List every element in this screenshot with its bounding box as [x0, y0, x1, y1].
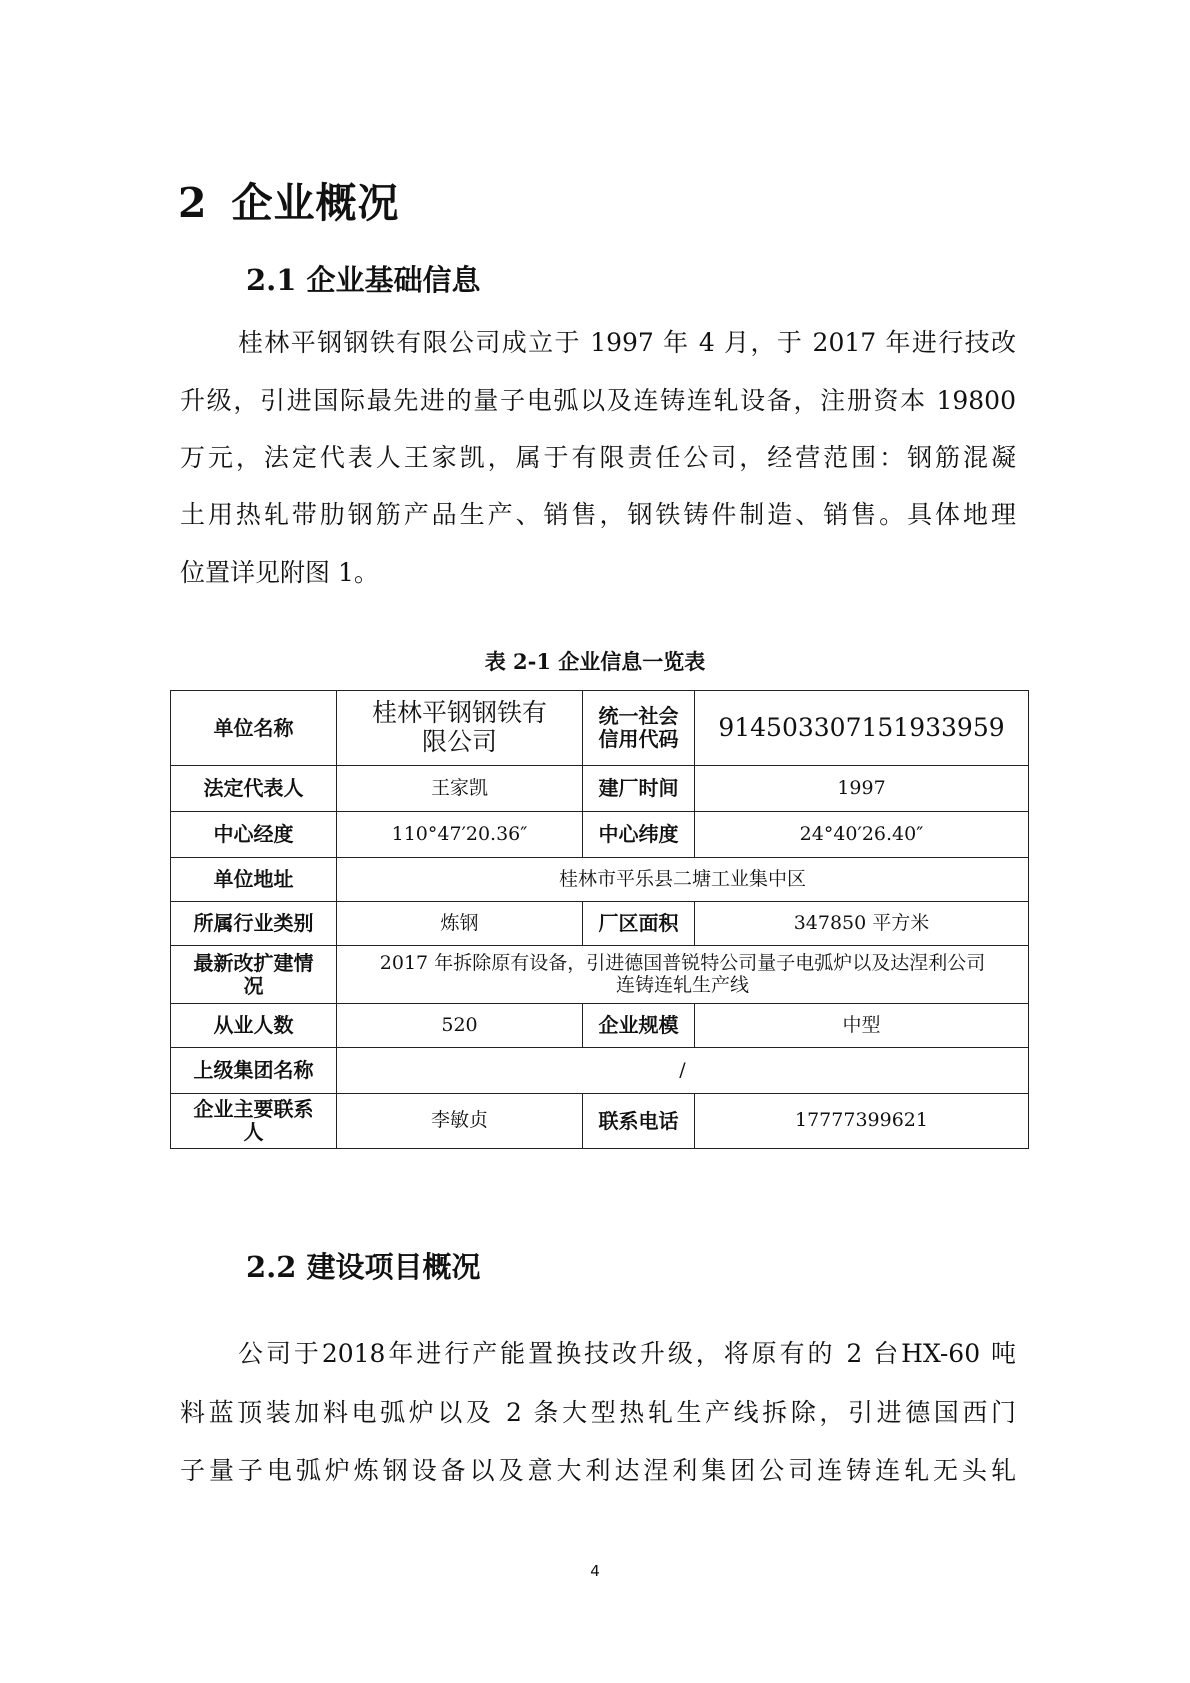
unit-name-line: 限公司 [421, 727, 497, 756]
contact-label-line: 人 [243, 1120, 264, 1144]
address-value: 桂林市平乐县二塘工业集中区 [337, 858, 1029, 902]
table-row [171, 812, 1029, 858]
upgrade-line: 连铸连轧生产线 [615, 973, 749, 996]
address-label: 单位地址 [171, 858, 337, 902]
credit-label-line: 信用代码 [598, 727, 679, 751]
legal-rep-value: 王家凯 [337, 766, 583, 812]
group-value: / [337, 1048, 1029, 1094]
table-caption: 表 2-1 企业信息一览表 [484, 649, 706, 674]
group-label: 上级集团名称 [171, 1048, 337, 1094]
scale-value: 中型 [695, 1004, 1029, 1048]
chapter-number: 2 [178, 179, 208, 227]
unit-name-value [337, 691, 583, 766]
table-row [171, 946, 1029, 1004]
section-heading-2-2: 2.2 建设项目概况 [246, 1250, 481, 1284]
legal-rep-label: 法定代表人 [171, 766, 337, 812]
paragraph-line: 桂林平钢钢铁有限公司成立于 1997 年 4 月，于 2017 年进行技改 [238, 328, 1016, 357]
industry-label: 所属行业类别 [171, 902, 337, 946]
upgrade-line: 2017 年拆除原有设备，引进德国普锐特公司量子电弧炉以及达涅利公司 [379, 951, 986, 974]
longitude-value: 110°47′20.36″ [337, 812, 583, 858]
table-row [171, 902, 1029, 946]
table-row [171, 1004, 1029, 1048]
area-label: 厂区面积 [583, 902, 695, 946]
paragraph-line: 料蓝顶装加料电弧炉以及 2 条大型热轧生产线拆除，引进德国西门 [180, 1398, 1016, 1427]
upgrade-label-line: 况 [243, 973, 264, 998]
section-heading-2-1: 2.1 企业基础信息 [246, 263, 481, 297]
enterprise-info-table [170, 690, 1029, 1149]
credit-code-value: 914503307151933959 [695, 691, 1029, 766]
chapter-heading [178, 170, 400, 229]
latitude-label: 中心纬度 [583, 812, 695, 858]
scale-label: 企业规模 [583, 1004, 695, 1048]
table-row [171, 858, 1029, 902]
credit-label-line: 统一社会 [598, 704, 679, 728]
paragraph-line: 万元，法定代表人王家凯，属于有限责任公司，经营范围：钢筋混凝 [180, 443, 1016, 472]
paragraph-line: 子量子电弧炉炼钢设备以及意大利达涅利集团公司连铸连轧无头轧 [180, 1456, 1016, 1485]
table-row [171, 766, 1029, 812]
founded-label: 建厂时间 [583, 766, 695, 812]
contact-label-line: 企业主要联系 [193, 1097, 314, 1121]
unit-name-label: 单位名称 [171, 691, 337, 766]
paragraph-line: 公司于2018年进行产能置换技改升级，将原有的 2 台HX-60 吨 [238, 1339, 1016, 1368]
staff-label: 从业人数 [171, 1004, 337, 1048]
staff-value: 520 [337, 1004, 583, 1048]
latitude-value: 24°40′26.40″ [695, 812, 1029, 858]
founded-value: 1997 [695, 766, 1029, 812]
upgrade-value [337, 946, 1029, 1004]
table-row [171, 1094, 1029, 1149]
paragraph-line: 土用热轧带肋钢筋产品生产、销售，钢铁铸件制造、销售。具体地理 [180, 500, 1016, 529]
credit-code-label [583, 691, 695, 766]
upgrade-label [171, 946, 337, 1004]
paragraph-line: 升级，引进国际最先进的量子电弧以及连铸连轧设备，注册资本 19800 [180, 386, 1016, 415]
paragraph-line: 位置详见附图 1。 [180, 558, 379, 587]
page-number: 4 [590, 1562, 600, 1580]
contact-value: 李敏贞 [337, 1094, 583, 1149]
table-row [171, 691, 1029, 766]
contact-label [171, 1094, 337, 1149]
industry-value: 炼钢 [337, 902, 583, 946]
chapter-title: 企业概况 [231, 179, 400, 227]
area-value: 347850 平方米 [695, 902, 1029, 946]
phone-label: 联系电话 [583, 1094, 695, 1149]
longitude-label: 中心经度 [171, 812, 337, 858]
upgrade-label-line: 最新改扩建情 [193, 950, 314, 975]
phone-value: 17777399621 [695, 1094, 1029, 1149]
table-row [171, 1048, 1029, 1094]
unit-name-line: 桂林平钢钢铁有 [371, 698, 547, 728]
